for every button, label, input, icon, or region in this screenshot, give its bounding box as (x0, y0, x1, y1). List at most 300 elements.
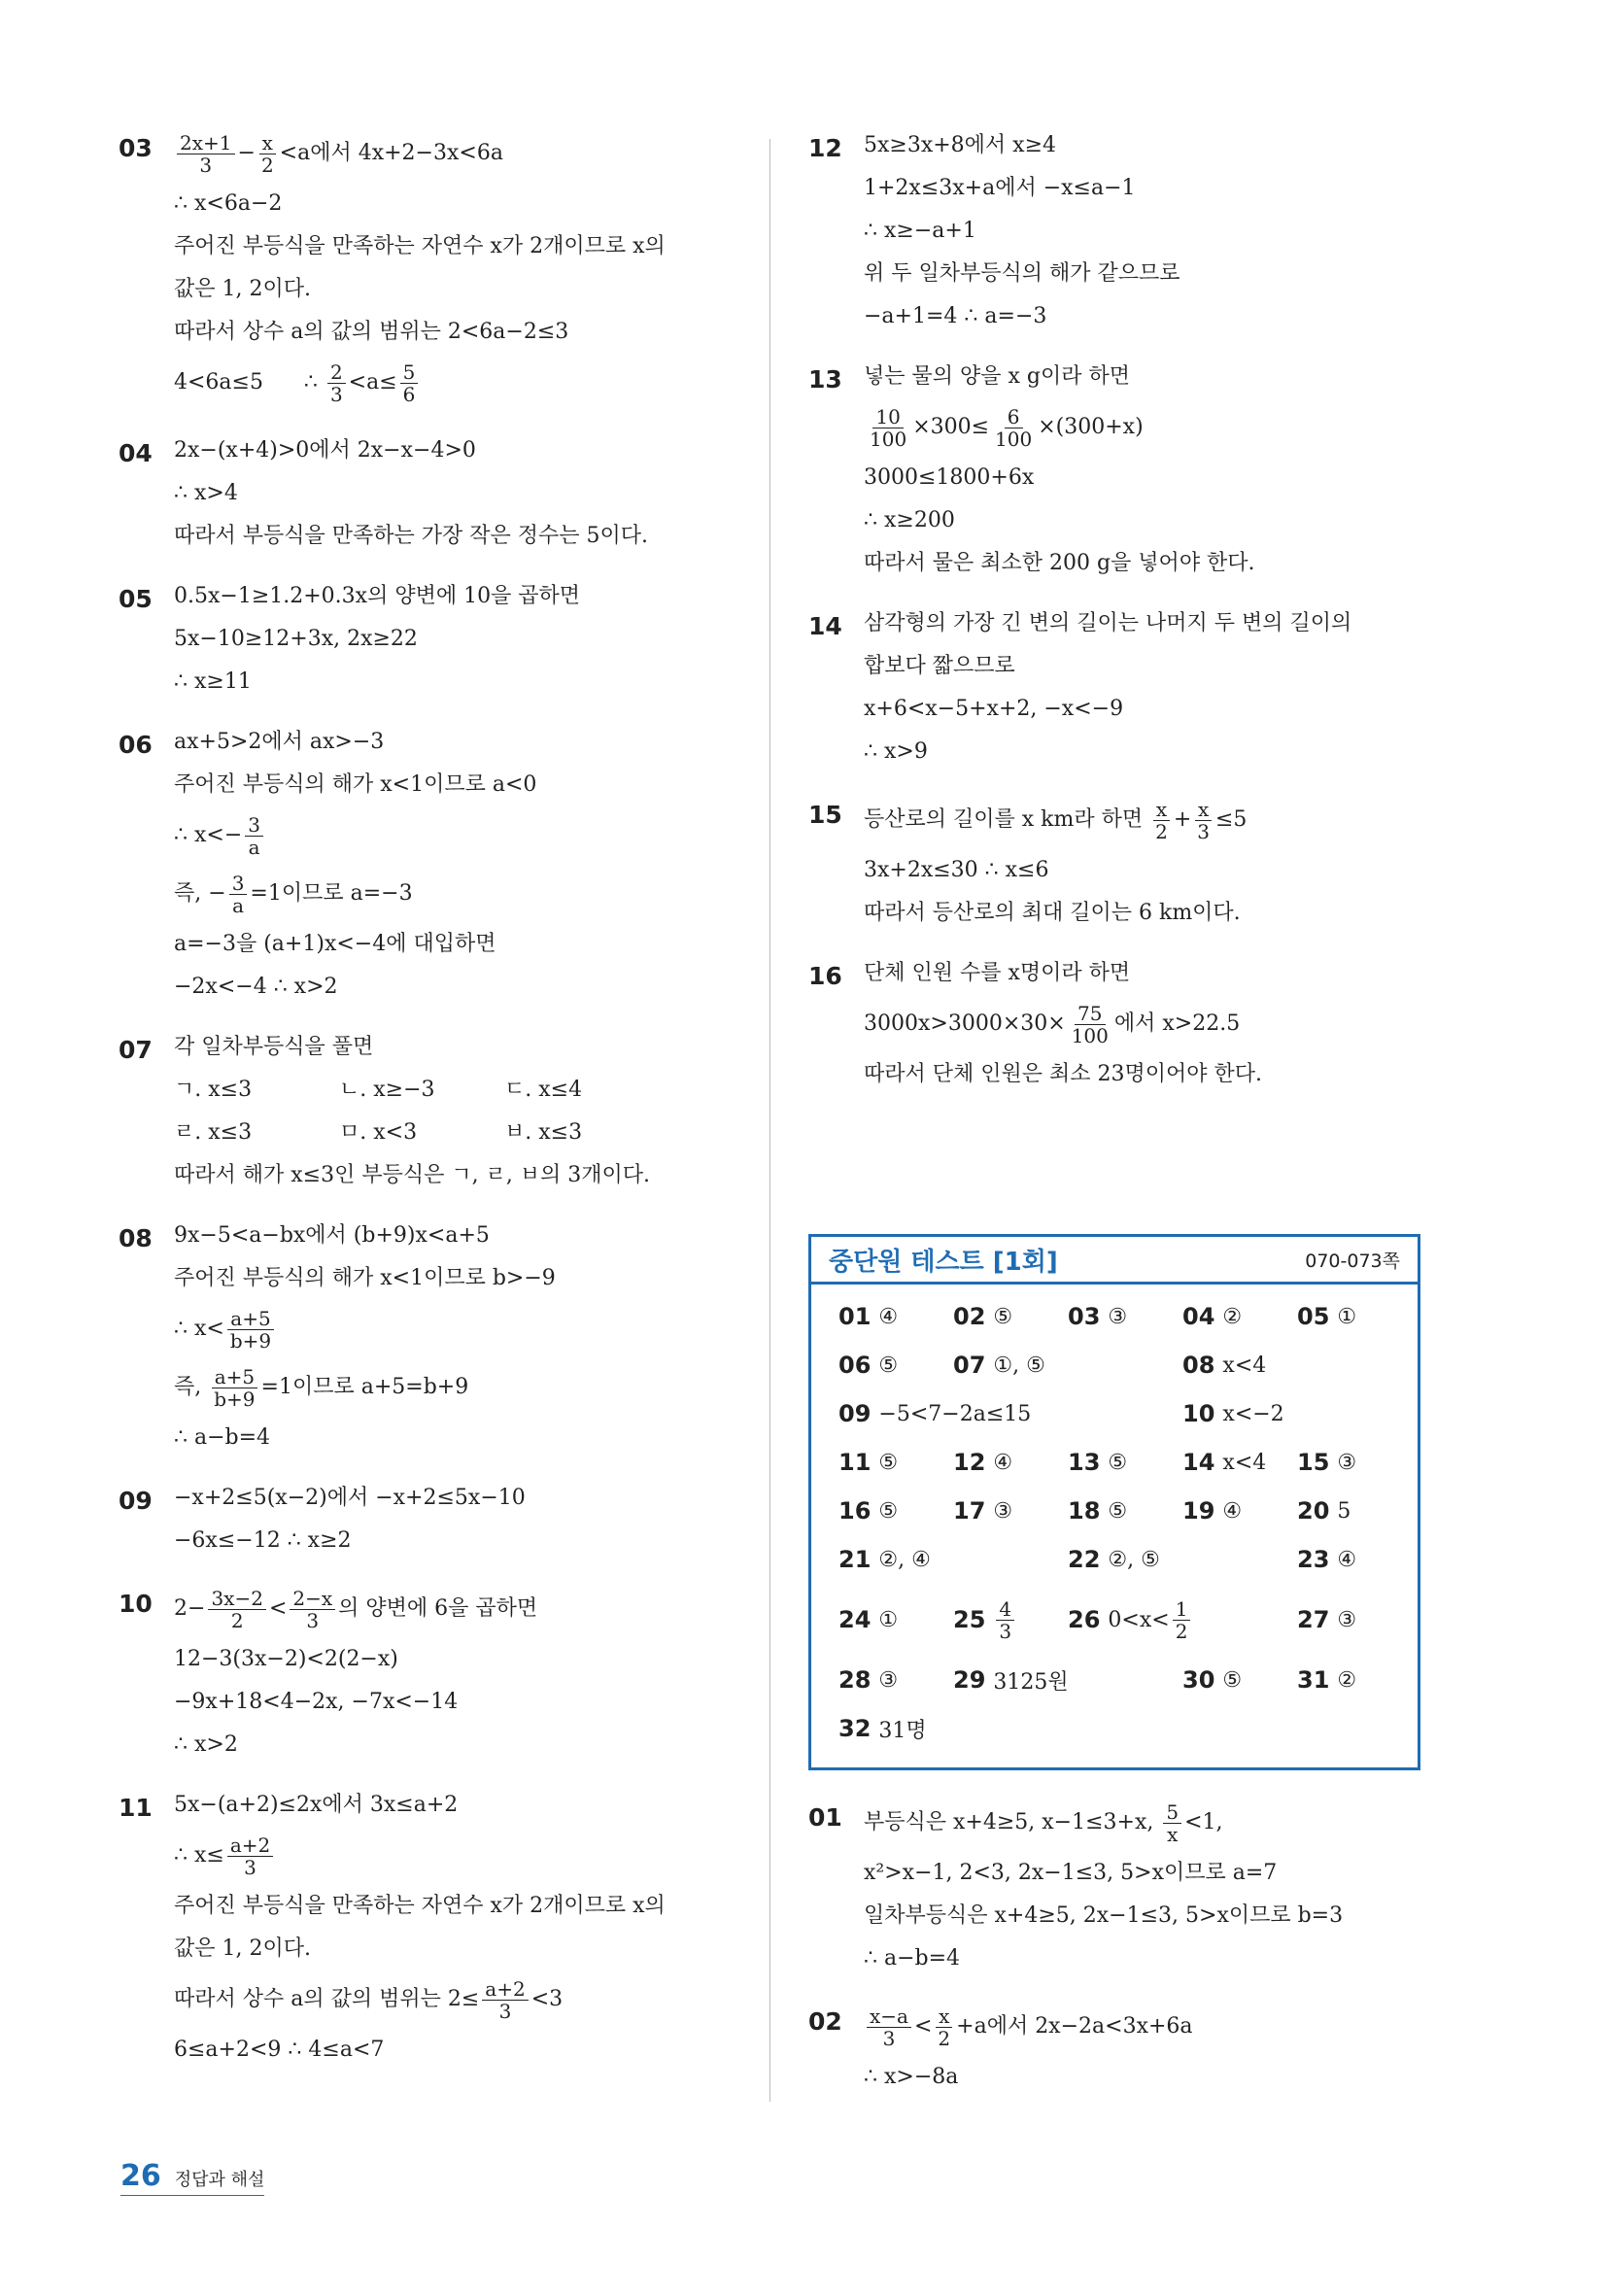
answer-grid (811, 1285, 1418, 1753)
fraction-numerator: x (936, 2005, 952, 2028)
answer-number: 16 (838, 1497, 872, 1525)
fraction-denominator: 3 (498, 1999, 512, 2023)
text-segment: ④ (1337, 1547, 1357, 1572)
fraction-numerator: 4 (996, 1598, 1014, 1621)
fraction-numerator: 2 (327, 361, 346, 384)
problem-number: 03 (119, 134, 153, 162)
solution-line: −a+1=4 ∴ a=−3 (864, 304, 1047, 328)
answer-cell (838, 1449, 953, 1476)
solution-line (174, 806, 760, 865)
solution-line: 3x+2x≤30 ∴ x≤6 (864, 858, 1049, 882)
text-segment: ③ (993, 1498, 1013, 1524)
text-segment: x<4 (1222, 1450, 1267, 1475)
answer-cell (1068, 1449, 1182, 1476)
solution-line: −2x<−4 ∴ x>2 (174, 975, 338, 999)
text-segment: 부등식은 x+4≥5, x−1≤3+x, (864, 1810, 1161, 1834)
fraction-numerator: 2x+1 (177, 132, 235, 154)
solution-line: ∴ x>9 (864, 739, 928, 764)
solution-item (808, 1998, 1430, 2099)
problem-number: 10 (119, 1590, 153, 1618)
column-divider (769, 139, 770, 2102)
text-segment: =1이므로 a=−3 (250, 881, 413, 906)
fraction-denominator: 2 (260, 153, 274, 177)
answer-number: 02 (953, 1303, 986, 1330)
solution-item (119, 1580, 760, 1766)
solution-line: 따라서 부등식을 만족하는 가장 작은 정수는 5이다. (174, 524, 648, 548)
fraction-numerator: 1 (1173, 1598, 1191, 1621)
page-number: 26 (120, 2159, 161, 2193)
answer-cell (953, 1665, 1068, 1696)
fraction-numerator: 5 (1163, 1801, 1181, 1824)
text-segment: ②, ④ (878, 1547, 931, 1572)
answer-number: 07 (953, 1352, 986, 1379)
text-segment: ③ (1337, 1607, 1357, 1632)
text-segment: =1이므로 a+5=b+9 (260, 1375, 469, 1399)
fraction (1163, 1801, 1181, 1845)
text-segment: ∴ x<− (174, 823, 243, 847)
solution-line: −x+2≤5(x−2)에서 −x+2≤5x−10 (174, 1486, 526, 1510)
solution-item (808, 1794, 1430, 1980)
answer-cell (1182, 1303, 1297, 1330)
solution-line (864, 791, 1430, 849)
answer-cell (838, 1303, 953, 1330)
problem-number: 14 (808, 612, 842, 640)
answer-cell (953, 1598, 1068, 1642)
solution-line: ∴ x≥200 (864, 508, 955, 532)
answer-row (838, 1656, 1418, 1704)
fraction (867, 406, 909, 450)
answer-number: 06 (838, 1352, 872, 1379)
text-segment: ∴ x≤ (174, 1843, 224, 1868)
answer-cell (1182, 1666, 1297, 1694)
text-segment: <1, (1184, 1810, 1223, 1834)
text-segment: ∴ x< (174, 1317, 224, 1341)
problem-number: 05 (119, 585, 153, 613)
text-segment: ⑤ (878, 1450, 899, 1475)
text-segment: ③ (1108, 1304, 1128, 1329)
solution-item (119, 429, 760, 558)
fraction-numerator: x (259, 132, 276, 154)
fraction-numerator: a+2 (482, 1978, 528, 2001)
solution-line: 따라서 단체 인원은 최소 23명이어야 한다. (864, 1062, 1262, 1086)
answer-number: 21 (838, 1546, 872, 1573)
choice-item: ㄷ. x≤4 (504, 1078, 583, 1102)
solution-line: 따라서 해가 x≤3인 부등식은 ㄱ, ㄹ, ㅂ의 3개이다. (174, 1163, 651, 1187)
answer-cell (838, 1606, 953, 1633)
solution-line: 주어진 부등식을 만족하는 자연수 x가 2개이므로 x의 (174, 1894, 666, 1918)
fraction-denominator: 3 (1197, 819, 1210, 843)
answer-cell (1068, 1303, 1182, 1330)
problem-number: 15 (808, 801, 842, 829)
answer-cell (1297, 1497, 1412, 1525)
answer-cell (838, 1400, 1032, 1427)
answer-number: 22 (1068, 1546, 1101, 1573)
answer-cell (1182, 1497, 1297, 1525)
fraction-denominator: x (1167, 1822, 1179, 1846)
fraction-denominator: 3 (306, 1608, 320, 1632)
fraction (1152, 799, 1171, 842)
answer-number: 08 (1182, 1352, 1215, 1379)
answer-cell (1297, 1606, 1412, 1633)
fraction-numerator: 3x−2 (208, 1588, 266, 1610)
text-segment: <3 (530, 1987, 564, 2011)
fraction-denominator: a (248, 835, 260, 859)
solution-item (119, 1784, 760, 2072)
answer-cell (953, 1352, 1068, 1379)
text-segment: +a에서 2x−2a<3x+6a (956, 2014, 1193, 2039)
fraction-numerator: 6 (1005, 406, 1023, 428)
text-segment: −5<7−2a≤15 (878, 1401, 1032, 1426)
fraction-numerator: 2−x (290, 1588, 335, 1610)
text-segment: ⑤ (1222, 1667, 1243, 1693)
solution-line: 삼각형의 가장 긴 변의 길이는 나머지 두 변의 길이의 (864, 611, 1352, 635)
answer-cell (953, 1303, 1068, 1330)
solution-line: ∴ x>2 (174, 1732, 238, 1757)
fraction-numerator: 75 (1075, 1003, 1105, 1025)
fraction (996, 1598, 1014, 1642)
answer-number: 30 (1182, 1666, 1215, 1694)
solution-line (864, 1998, 1430, 2056)
fraction-numerator: x (1153, 799, 1170, 821)
fraction (211, 1366, 257, 1410)
choice-item: ㄹ. x≤3 (174, 1120, 253, 1145)
solution-item (808, 952, 1430, 1096)
solution-line (174, 1069, 760, 1112)
problem-number: 02 (808, 2007, 842, 2036)
fraction (1069, 1003, 1111, 1046)
answer-number: 23 (1297, 1546, 1330, 1573)
answer-box-header (811, 1237, 1418, 1285)
solution-line: 따라서 물은 최소한 200 g을 넣어야 한다. (864, 551, 1255, 575)
fraction (935, 2005, 953, 2049)
right-column-bottom (808, 1794, 1430, 2116)
solution-item (808, 124, 1430, 338)
solution-line (174, 1827, 760, 1885)
answer-number: 28 (838, 1666, 872, 1694)
solution-line: ∴ x>4 (174, 481, 238, 505)
text-segment: 의 양변에 6을 곱하면 (338, 1596, 538, 1621)
answer-number: 09 (838, 1400, 872, 1427)
text-segment: ④ (993, 1450, 1013, 1475)
solution-line: 0.5x−1≥1.2+0.3x의 양변에 10을 곱하면 (174, 584, 581, 608)
solution-line: 주어진 부등식을 만족하는 자연수 x가 2개이므로 x의 (174, 234, 666, 258)
problem-number: 06 (119, 731, 153, 759)
text-segment: 4<6a≤5 ∴ (174, 370, 325, 394)
text-segment: ① (1337, 1304, 1357, 1329)
answer-row (838, 1389, 1418, 1438)
choice-item: ㅁ. x<3 (339, 1120, 418, 1145)
answer-number: 32 (838, 1715, 872, 1742)
text-segment: 5 (1337, 1498, 1351, 1524)
answer-row (838, 1584, 1418, 1656)
answer-number: 19 (1182, 1497, 1215, 1525)
text-segment: ④ (1222, 1498, 1243, 1524)
solution-line: 일차부등식은 x+4≥5, 2x−1≤3, 5>x이므로 b=3 (864, 1903, 1344, 1928)
text-segment: ⑤ (1108, 1450, 1128, 1475)
page-footer (120, 2159, 264, 2196)
answer-number: 13 (1068, 1449, 1101, 1476)
solution-line: −9x+18<4−2x, −7x<−14 (174, 1690, 459, 1714)
text-segment: 즉, − (174, 881, 226, 906)
text-segment: ⑤ (878, 1498, 899, 1524)
fraction (1173, 1598, 1191, 1642)
fraction-numerator: a+5 (212, 1366, 257, 1388)
fraction-numerator: 5 (400, 361, 419, 384)
solution-item (119, 124, 760, 412)
solution-item (119, 575, 760, 703)
text-segment: ④ (878, 1304, 899, 1329)
text-segment: ×(300+x) (1038, 415, 1144, 439)
text-segment: ≤5 (1215, 807, 1248, 832)
answer-cell (953, 1497, 1068, 1525)
solution-line: ∴ x≥−a+1 (864, 219, 976, 243)
answer-number: 25 (953, 1606, 986, 1633)
solution-line (864, 398, 1430, 457)
solution-item (808, 791, 1430, 935)
problem-number: 01 (808, 1803, 842, 1832)
answer-cell (1068, 1497, 1182, 1525)
solution-item (119, 1026, 760, 1197)
fraction-denominator: 100 (1071, 1023, 1109, 1047)
answer-cell (838, 1352, 953, 1379)
answer-number: 26 (1068, 1606, 1101, 1633)
text-segment: 0<x< (1108, 1607, 1170, 1632)
answer-number: 24 (838, 1606, 872, 1633)
text-segment: x<4 (1222, 1353, 1267, 1378)
fraction-numerator: 3 (245, 814, 263, 837)
fraction (290, 1588, 335, 1631)
text-segment: <a에서 4x+2−3x<6a (279, 141, 503, 165)
text-segment: 등산로의 길이를 x km라 하면 (864, 807, 1150, 832)
left-column (119, 124, 760, 2089)
solution-line: 각 일차부등식을 풀면 (174, 1035, 374, 1059)
fraction-numerator: a+2 (227, 1834, 273, 1857)
unit-test-answer-box (808, 1234, 1420, 1770)
solution-line (174, 1358, 760, 1417)
solution-line: ax+5>2에서 ax>−3 (174, 730, 385, 754)
solution-line: 2x−(x+4)>0에서 2x−x−4>0 (174, 438, 476, 463)
fraction-denominator: 3 (999, 1619, 1012, 1643)
answer-cell (1068, 1546, 1182, 1573)
right-column-top (808, 124, 1430, 1114)
problem-number: 08 (119, 1224, 153, 1252)
fraction (482, 1978, 528, 2022)
problem-number: 13 (808, 365, 842, 394)
answer-number: 04 (1182, 1303, 1215, 1330)
fraction-denominator: 3 (244, 1855, 256, 1879)
solution-line: 위 두 일차부등식의 해가 같으므로 (864, 261, 1180, 286)
solution-line (174, 1112, 760, 1154)
solution-line: 12−3(3x−2)<2(2−x) (174, 1647, 398, 1671)
fraction (327, 361, 346, 405)
answer-row (838, 1487, 1418, 1535)
solution-line: 3000≤1800+6x (864, 465, 1035, 490)
fraction-numerator: x (1195, 799, 1212, 821)
text-segment: x<−2 (1222, 1401, 1284, 1426)
answer-number: 12 (953, 1449, 986, 1476)
solution-line: a=−3을 (a+1)x<−4에 대입하면 (174, 932, 496, 956)
fraction-denominator: 100 (870, 427, 907, 451)
answer-number: 18 (1068, 1497, 1101, 1525)
solution-line: ∴ x>−8a (864, 2065, 959, 2089)
solution-line (864, 1794, 1430, 1852)
answer-number: 01 (838, 1303, 872, 1330)
answer-cell (838, 1497, 953, 1525)
text-segment: ② (1337, 1667, 1357, 1693)
solution-line: 5x−(a+2)≤2x에서 3x≤a+2 (174, 1793, 459, 1817)
solution-line: 따라서 상수 a의 값의 범위는 2<6a−2≤3 (174, 320, 569, 344)
solution-item (119, 1477, 760, 1562)
solution-line: 주어진 부등식의 해가 x<1이므로 b>−9 (174, 1266, 556, 1290)
answer-row (838, 1292, 1418, 1341)
solution-line: ∴ a−b=4 (864, 1946, 961, 1970)
text-segment: 31명 (878, 1718, 927, 1743)
fraction (245, 814, 263, 858)
solution-item (808, 602, 1430, 773)
problem-number: 09 (119, 1487, 153, 1515)
answer-cell (1297, 1449, 1412, 1476)
problem-number: 04 (119, 439, 153, 467)
fraction-denominator: b+9 (214, 1387, 256, 1411)
fraction (258, 132, 277, 176)
answer-number: 11 (838, 1449, 872, 1476)
fraction (867, 2005, 911, 2049)
text-segment: ⑤ (878, 1353, 899, 1378)
answer-cell (1182, 1352, 1297, 1379)
answer-row (838, 1438, 1418, 1487)
answer-cell (953, 1449, 1068, 1476)
text-segment: 즉, (174, 1375, 209, 1399)
solution-line (864, 995, 1430, 1053)
text-segment: 에서 x>22.5 (1113, 1011, 1241, 1036)
text-segment: ⑤ (993, 1304, 1013, 1329)
fraction-denominator: a (232, 893, 245, 917)
fraction (1194, 799, 1213, 842)
solution-line: ∴ x≥11 (174, 669, 252, 694)
solution-line: x+6<x−5+x+2, −x<−9 (864, 697, 1124, 721)
fraction-denominator: 2 (1175, 1619, 1188, 1643)
answer-number: 20 (1297, 1497, 1330, 1525)
text-segment: 3125원 (993, 1669, 1069, 1695)
fraction (227, 1308, 274, 1352)
fraction-numerator: x−a (867, 2005, 911, 2028)
text-segment: 2− (174, 1596, 206, 1621)
fraction-numerator: 3 (229, 873, 248, 895)
choice-item: ㄱ. x≤3 (174, 1078, 253, 1102)
answer-number: 15 (1297, 1449, 1330, 1476)
fraction (208, 1588, 266, 1631)
solution-line: 합보다 짧으므로 (864, 654, 1015, 678)
answer-number: 27 (1297, 1606, 1330, 1633)
solution-line: 단체 인원 수를 x명이라 하면 (864, 961, 1131, 985)
solution-line (174, 1970, 760, 2029)
answer-number: 29 (953, 1666, 986, 1694)
fraction-denominator: 100 (995, 427, 1033, 451)
problem-number: 07 (119, 1036, 153, 1064)
problem-number: 11 (119, 1794, 153, 1822)
solution-line: ∴ x<6a−2 (174, 191, 283, 216)
text-segment: < (913, 2014, 933, 2039)
solution-item (808, 356, 1430, 585)
answer-row (838, 1535, 1418, 1584)
solution-line: 5x−10≥12+3x, 2x≥22 (174, 627, 418, 651)
fraction (400, 361, 419, 405)
answer-cell (838, 1666, 953, 1694)
text-segment: ③ (1337, 1450, 1357, 1475)
answer-cell (1297, 1666, 1412, 1694)
fraction-denominator: 2 (1155, 819, 1168, 843)
fraction-numerator: 10 (872, 406, 903, 428)
text-segment: < (268, 1596, 288, 1621)
solution-line (174, 865, 760, 923)
answer-number: 31 (1297, 1666, 1330, 1694)
fraction (229, 873, 248, 916)
footer-label: 정답과 해설 (174, 2170, 265, 2190)
fraction-denominator: 3 (199, 153, 213, 177)
fraction-numerator: a+5 (227, 1308, 273, 1330)
solution-line: 1+2x≤3x+a에서 −x≤a−1 (864, 176, 1136, 200)
text-segment: ② (1222, 1304, 1243, 1329)
solution-line (174, 1300, 760, 1358)
fraction-denominator: b+9 (229, 1328, 272, 1353)
fraction-denominator: 2 (938, 2026, 951, 2050)
answer-number: 03 (1068, 1303, 1101, 1330)
answer-number: 14 (1182, 1449, 1215, 1476)
answer-number: 17 (953, 1497, 986, 1525)
solution-line: 넣는 물의 양을 x g이라 하면 (864, 364, 1130, 389)
text-segment: 3000x>3000×30× (864, 1011, 1066, 1036)
choice-item: ㄴ. x≥−3 (339, 1078, 435, 1102)
solution-line: x²>x−1, 2<3, 2x−1≤3, 5>x이므로 a=7 (864, 1861, 1278, 1885)
fraction-denominator: 2 (230, 1608, 244, 1632)
text-segment: ②, ⑤ (1108, 1547, 1160, 1572)
answer-cell (838, 1546, 953, 1573)
solution-line: 6≤a+2<9 ∴ 4≤a<7 (174, 2038, 385, 2062)
text-segment: ① (878, 1607, 899, 1632)
answer-cell (1297, 1546, 1412, 1573)
text-segment: + (1173, 807, 1192, 832)
answer-cell (838, 1714, 953, 1744)
answer-cell (1297, 1303, 1412, 1330)
solution-line: 값은 1, 2이다. (174, 1936, 311, 1961)
fraction-denominator: 6 (402, 382, 416, 406)
fraction-denominator: 3 (329, 382, 343, 406)
answer-number: 05 (1297, 1303, 1330, 1330)
text-segment: ①, ⑤ (993, 1353, 1045, 1378)
text-segment: 따라서 상수 a의 값의 범위는 2≤ (174, 1987, 480, 2011)
solution-line: 주어진 부등식의 해가 x<1이므로 a<0 (174, 772, 537, 797)
text-segment: ③ (878, 1667, 899, 1693)
solution-line: ∴ a−b=4 (174, 1425, 271, 1450)
fraction (177, 132, 235, 176)
answer-row (838, 1341, 1418, 1389)
solution-item (119, 1215, 760, 1459)
solution-line (174, 1580, 760, 1638)
answer-number: 10 (1182, 1400, 1215, 1427)
solution-item (119, 721, 760, 1009)
fraction-denominator: 3 (882, 2026, 896, 2050)
solution-line: 값은 1, 2이다. (174, 277, 311, 301)
solution-line: −6x≤−12 ∴ x≥2 (174, 1528, 352, 1553)
solution-line: 5x≥3x+8에서 x≥4 (864, 133, 1057, 157)
answer-box-title: 중단원 테스트 [1회] (829, 1247, 1058, 1277)
solution-line (174, 124, 760, 183)
answer-cell (1182, 1400, 1297, 1427)
text-segment: ×300≤ (912, 415, 990, 439)
answer-box-pages: 070-073쪽 (1305, 1250, 1400, 1272)
answer-row (838, 1704, 1418, 1753)
solution-line: 따라서 등산로의 최대 길이는 6 km이다. (864, 901, 1241, 925)
